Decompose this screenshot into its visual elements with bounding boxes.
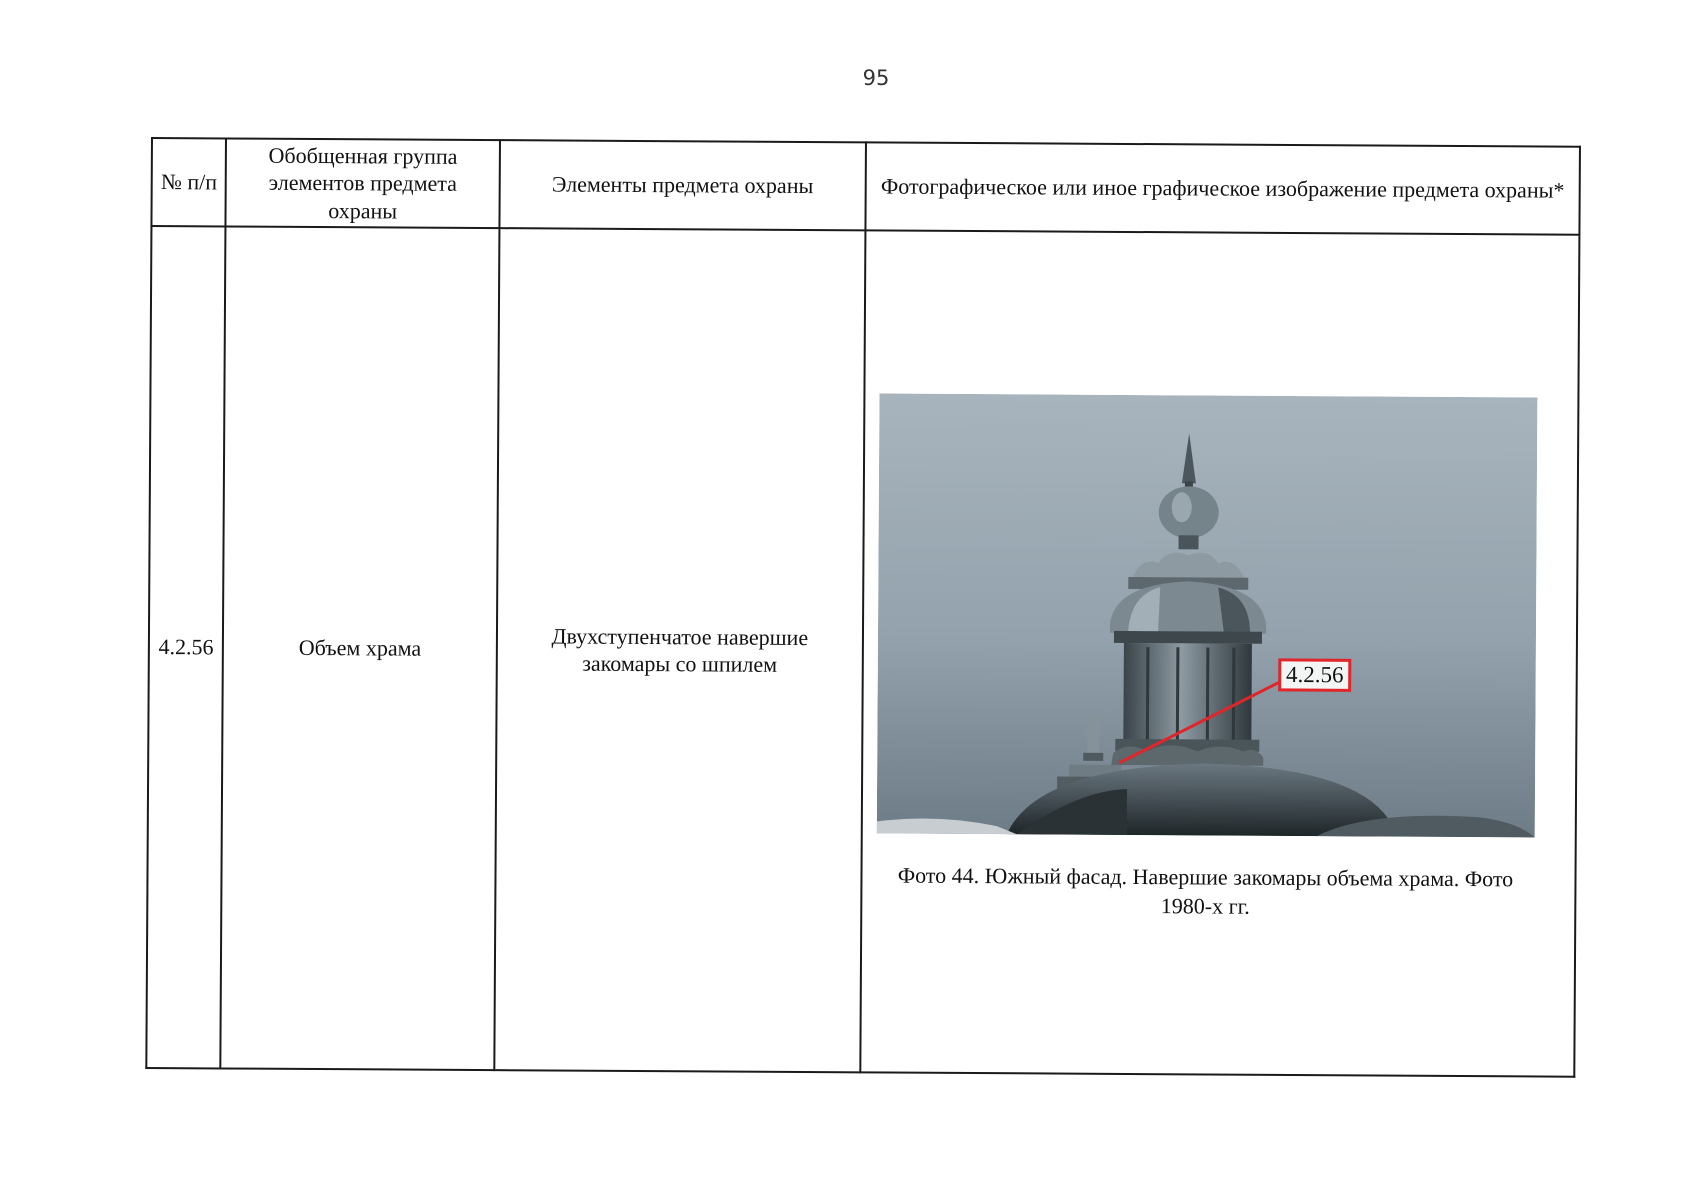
header-group: Обобщенная группа элементов предмета охраны (226, 138, 500, 228)
church-dome-photo (877, 393, 1538, 837)
photo-caption: Фото 44. Южный фасад. Навершие закомары объема храма. Фото 1980-х гг. (897, 862, 1514, 919)
photo-annotation-label: 4.2.56 (1285, 661, 1344, 688)
photo-block (876, 393, 1537, 922)
protection-table (145, 137, 1581, 1078)
cell-photo (860, 230, 1579, 1076)
table-row (146, 226, 1579, 1077)
page-number: 95 (862, 66, 890, 90)
header-photo: Фотографическое или иное графическое изображение предмета охраны* (865, 142, 1580, 234)
cell-group: Объем храма (221, 226, 499, 1070)
cell-elements: Двухступенчатое навершие закомары со шпилем (494, 228, 865, 1072)
table-header-row (151, 138, 1580, 235)
header-elements: Элементы предмета охраны (499, 140, 866, 230)
header-num: № п/п (151, 138, 226, 226)
cell-num: 4.2.56 (146, 226, 226, 1068)
